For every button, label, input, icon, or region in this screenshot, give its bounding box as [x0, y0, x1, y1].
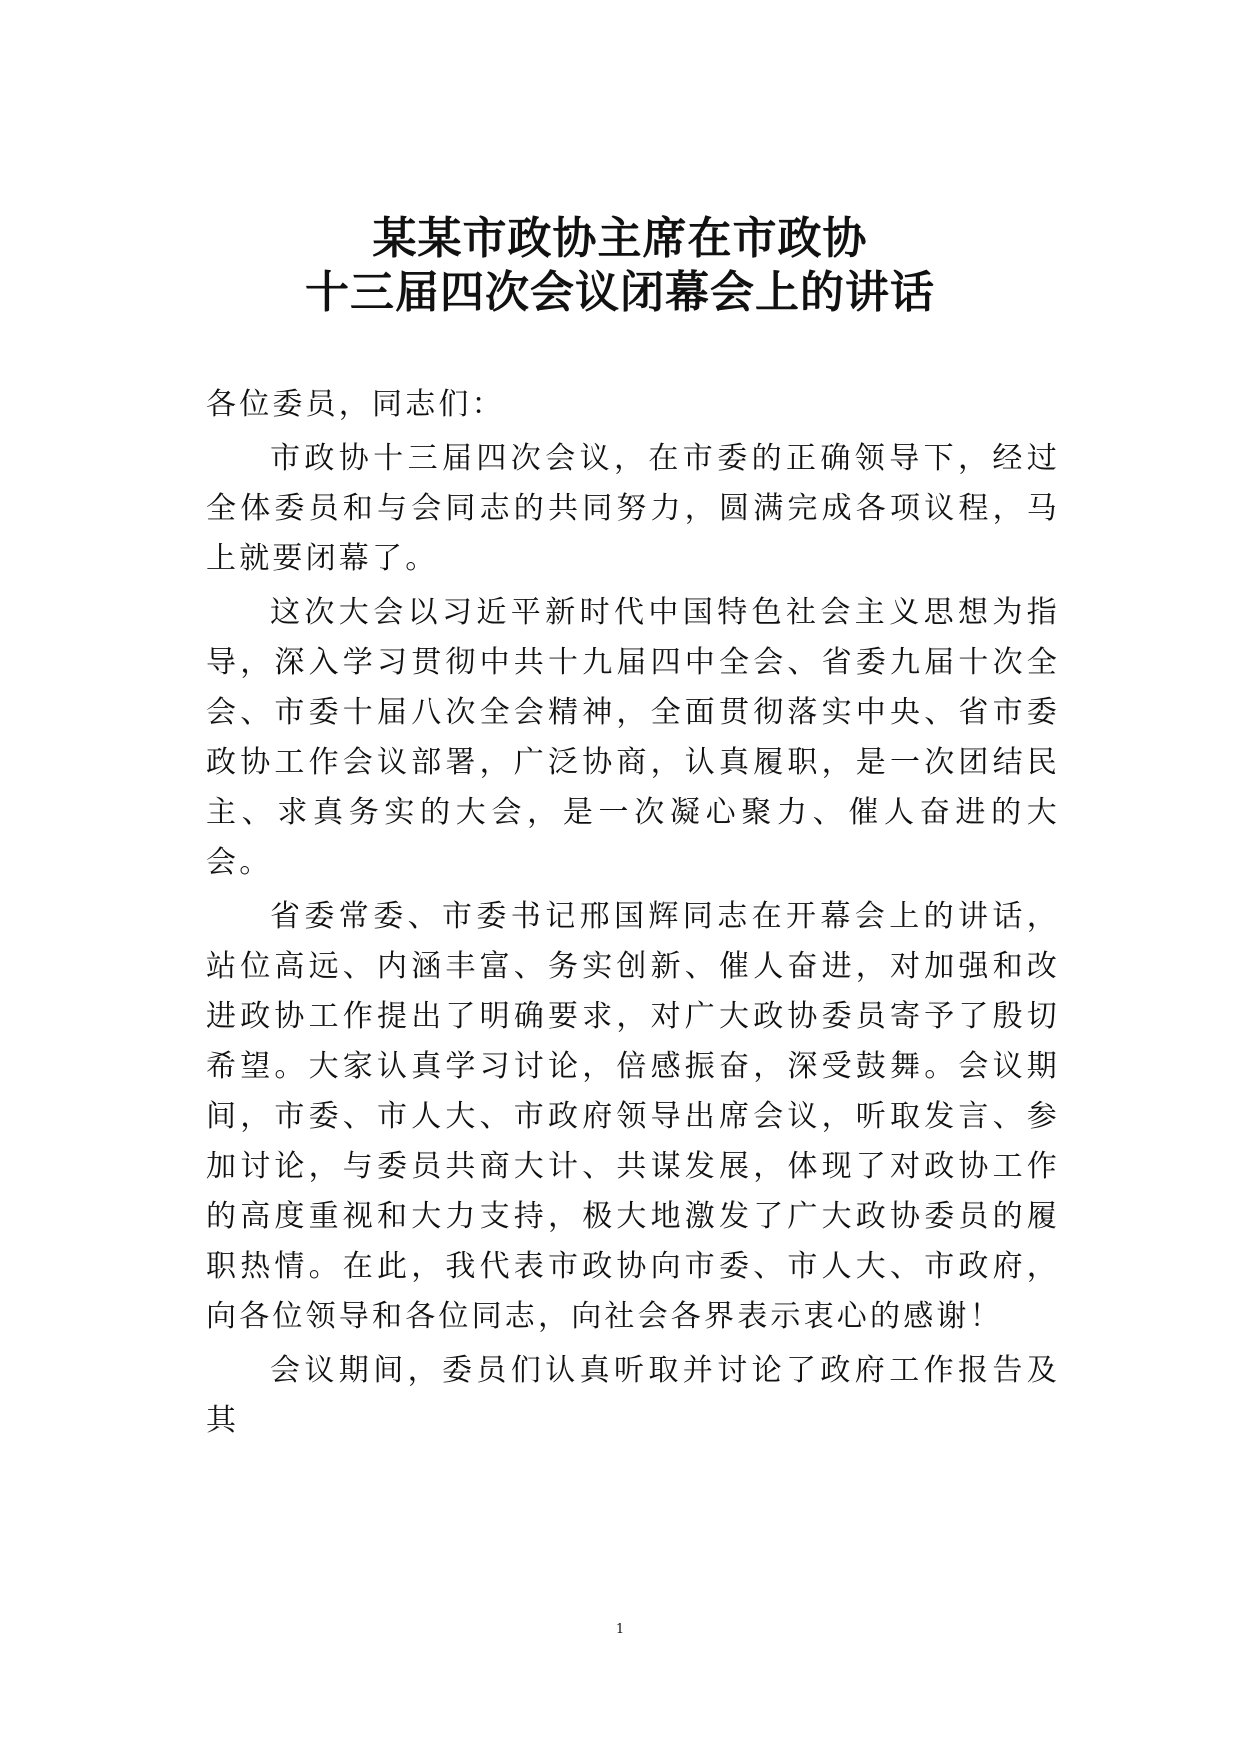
paragraph-1: 市政协十三届四次会议，在市委的正确领导下，经过全体委员和与会同志的共同努力，圆满完成各项议程，马上就要闭幕了。: [206, 441, 1060, 576]
paragraph-4: 会议期间，委员们认真听取并讨论了政府工作报告及其: [206, 1353, 1060, 1438]
paragraph-2: 这次大会以习近平新时代中国特色社会主义思想为指导，深入学习贯彻中共十九届四中全会、省委九届十次全会、市委十届八次全会精神，全面贯彻落实中央、省市委政协工作会议部署，广泛协商，认真履职，是一次团结民主、求真务实的大会，是一次凝心聚力、催人奋进的大会。: [206, 595, 1060, 880]
title-line-1: 某某市政协主席在市政协: [372, 213, 868, 264]
salutation: 各位委员，同志们：: [206, 387, 505, 422]
document-body: [206, 380, 1060, 1450]
title-line-2: 十三届四次会议闭幕会上的讲话: [305, 267, 935, 318]
page-number: 1: [615, 1622, 625, 1637]
document-title: [0, 212, 1240, 320]
paragraph-3: 省委常委、市委书记邢国辉同志在开幕会上的讲话，站位高远、内涵丰富、务实创新、催人奋进，对加强和改进政协工作提出了明确要求，对广大政协委员寄予了殷切希望。大家认真学习讨论，倍感振奋，深受鼓舞。会议期间，市委、市人大、市政府领导出席会议，听取发言、参加讨论，与委员共商大计、共谋发展，体现了对政协工作的高度重视和大力支持，极大地激发了广大政协委员的履职热情。在此，我代表市政协向市委、市人大、市政府，向各位领导和各位同志，向社会各界表示衷心的感谢！: [206, 899, 1060, 1334]
